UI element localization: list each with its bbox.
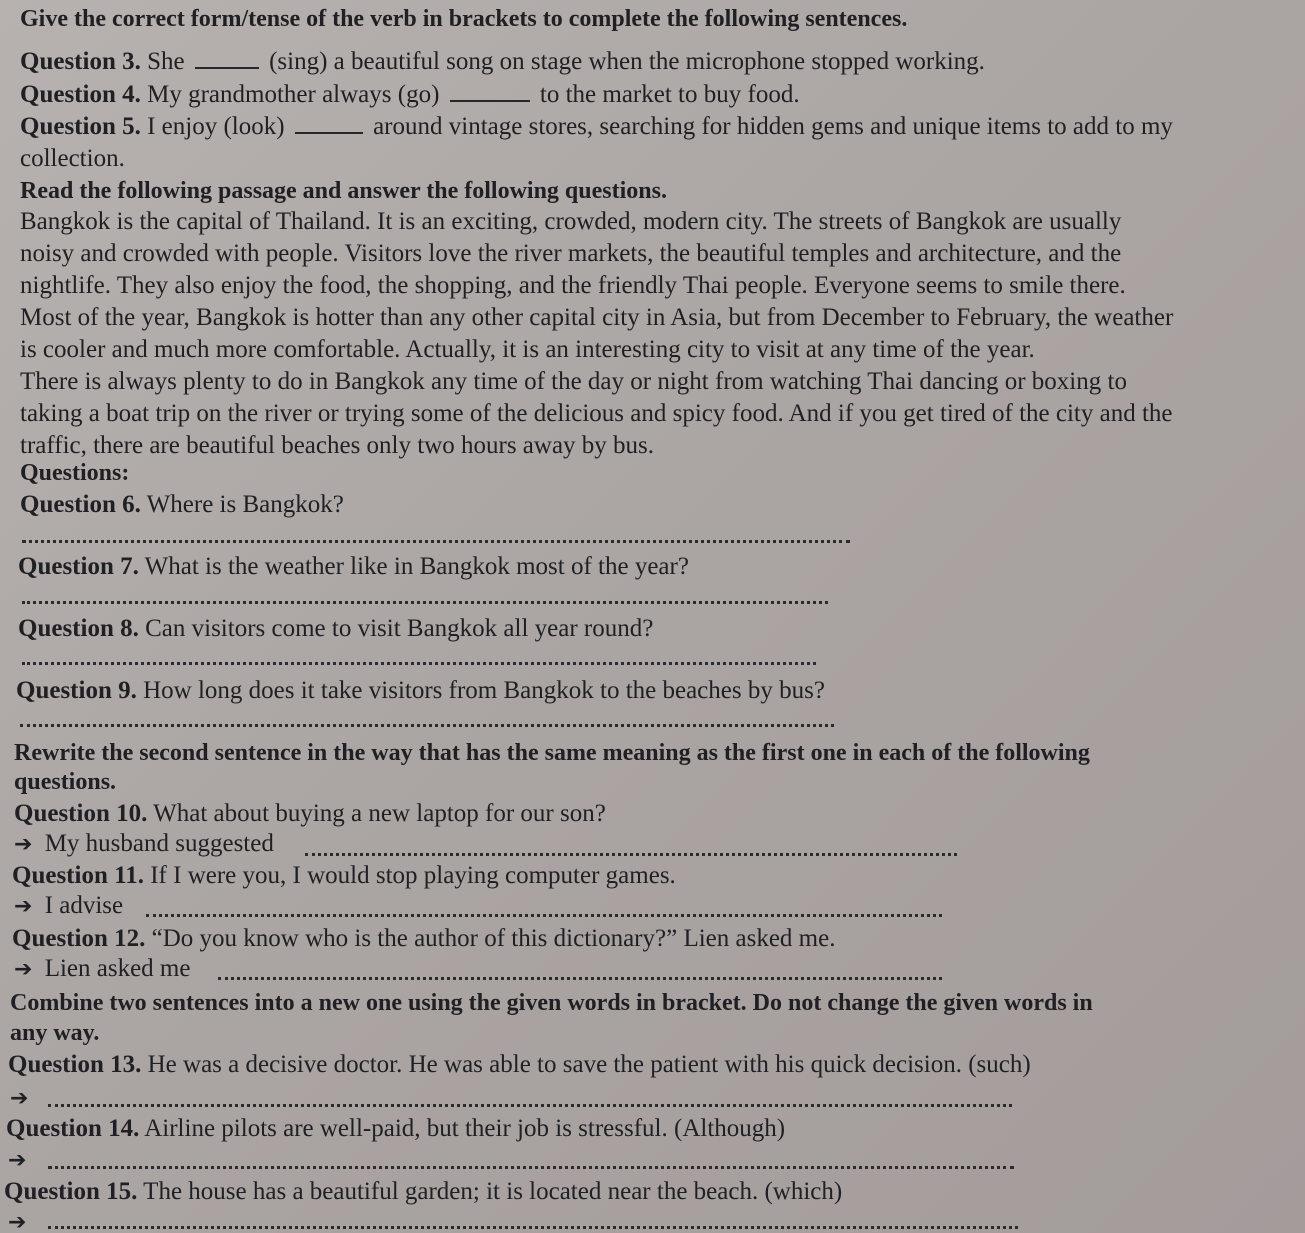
q10-text: What about buying a new laptop for our son? <box>153 800 606 827</box>
q9-number: Question 9. <box>16 677 137 704</box>
q12-answer-start: Lien asked me <box>44 955 191 982</box>
q12-number: Question 12. <box>12 925 146 952</box>
passage-line-5: is cooler and much more comfortable. Actually, it is an interesting city to visit at any time of the year. <box>20 336 1035 363</box>
q7-number: Question 7. <box>18 553 139 580</box>
section4-heading-line1: Combine two sentences into a new one using the given words in bracket. Do not change the given words in <box>10 990 1093 1016</box>
question-4 <box>20 80 800 110</box>
question-10 <box>14 799 606 829</box>
arrow-icon: ➔ <box>10 1086 29 1111</box>
q5-before: I enjoy (look) <box>147 113 285 140</box>
q14-answer-line[interactable] <box>48 1166 1014 1169</box>
q10-answer-row <box>14 829 274 860</box>
section4-heading-line2: any way. <box>10 1020 100 1046</box>
passage-line-7: taking a boat trip on the river or trying some of the delicious and spicy food. And if you get tired of the city and the <box>20 400 1173 427</box>
question-9 <box>16 676 825 706</box>
q4-number: Question 4. <box>20 81 141 108</box>
arrow-icon: ➔ <box>14 957 33 982</box>
arrow-icon: ➔ <box>8 1148 27 1173</box>
q8-text: Can visitors come to visit Bangkok all year round? <box>145 615 654 642</box>
q3-before: She <box>147 48 185 75</box>
q12-answer-line[interactable] <box>218 977 942 980</box>
q12-text: “Do you know who is the author of this dictionary?” Lien asked me. <box>151 925 836 952</box>
passage-line-3: nightlife. They also enjoy the food, the shopping, and the friendly Thai people. Everyone seems to smile there. <box>20 272 1126 299</box>
q12-answer-row <box>14 954 190 985</box>
q11-answer-line[interactable] <box>146 914 942 917</box>
question-3 <box>20 47 985 77</box>
q10-answer-line[interactable] <box>305 853 957 856</box>
q3-after: (sing) a beautiful song on stage when the microphone stopped working. <box>269 48 985 75</box>
q14-answer-row <box>8 1145 32 1176</box>
section1-heading: Give the correct form/tense of the verb in brackets to complete the following sentences. <box>20 6 908 32</box>
q9-answer-line[interactable] <box>20 724 834 727</box>
q11-text: If I were you, I would stop playing computer games. <box>150 862 676 889</box>
q7-answer-line[interactable] <box>22 601 828 604</box>
q11-number: Question 11. <box>12 862 144 889</box>
q14-text: Airline pilots are well-paid, but their job is stressful. (Although) <box>144 1115 786 1142</box>
q15-answer-line[interactable] <box>48 1226 1018 1229</box>
q11-answer-start: I advise <box>44 892 124 919</box>
q6-text: Where is Bangkok? <box>146 491 344 518</box>
q6-answer-line[interactable] <box>22 540 850 543</box>
question-13 <box>8 1050 1031 1080</box>
q10-answer-start: My husband suggested <box>44 830 274 857</box>
section3-heading-line2: questions. <box>14 769 117 795</box>
passage-line-1: Bangkok is the capital of Thailand. It is an exciting, crowded, modern city. The streets of Bangkok are usually <box>20 208 1122 235</box>
q11-answer-row <box>14 891 123 922</box>
q9-text: How long does it take visitors from Bangkok to the beaches by bus? <box>143 677 825 704</box>
q13-answer-line[interactable] <box>48 1104 1012 1107</box>
question-8 <box>18 614 653 644</box>
question-6 <box>20 490 344 520</box>
q13-number: Question 13. <box>8 1051 142 1078</box>
question-11 <box>12 861 676 891</box>
q13-answer-row <box>10 1083 34 1114</box>
question-12 <box>12 924 835 954</box>
q5-continuation: collection. <box>20 145 125 172</box>
q13-text: He was a decisive doctor. He was able to save the patient with his quick decision. (such) <box>147 1051 1031 1078</box>
q10-number: Question 10. <box>14 800 148 827</box>
question-7 <box>18 552 689 582</box>
q15-number: Question 15. <box>4 1178 138 1205</box>
passage-line-6: There is always plenty to do in Bangkok any time of the day or night from watching Thai dancing or boxing to <box>20 368 1127 395</box>
question-14 <box>6 1114 785 1144</box>
q3-blank[interactable] <box>195 47 259 69</box>
q8-answer-line[interactable] <box>22 662 816 665</box>
q5-after: around vintage stores, searching for hidden gems and unique items to add to my <box>373 113 1173 140</box>
q3-number: Question 3. <box>20 48 141 75</box>
question-5 <box>20 112 1173 142</box>
section2-heading: Read the following passage and answer the following questions. <box>20 178 667 204</box>
arrow-icon: ➔ <box>14 894 33 919</box>
q14-number: Question 14. <box>6 1115 140 1142</box>
q4-before: My grandmother always (go) <box>147 81 440 108</box>
q4-blank[interactable] <box>450 80 530 102</box>
questions-label: Questions: <box>20 460 130 486</box>
passage-line-4: Most of the year, Bangkok is hotter than any other capital city in Asia, but from December to February, the weather <box>20 304 1174 331</box>
question-15 <box>4 1177 842 1207</box>
arrow-icon: ➔ <box>14 832 33 857</box>
arrow-icon: ➔ <box>8 1210 27 1233</box>
q6-number: Question 6. <box>20 491 141 518</box>
q5-number: Question 5. <box>20 113 141 140</box>
q15-answer-row <box>8 1207 32 1233</box>
passage-line-2: noisy and crowded with people. Visitors love the river markets, the beautiful temples and architecture, and the <box>20 240 1122 267</box>
q15-text: The house has a beautiful garden; it is located near the beach. (which) <box>143 1178 843 1205</box>
q5-blank[interactable] <box>295 112 363 134</box>
passage-line-8: traffic, there are beautiful beaches only two hours away by bus. <box>20 432 655 459</box>
q8-number: Question 8. <box>18 615 139 642</box>
section3-heading-line1: Rewrite the second sentence in the way that has the same meaning as the first one in each of the following <box>14 740 1090 766</box>
q7-text: What is the weather like in Bangkok most of the year? <box>144 553 689 580</box>
q4-after: to the market to buy food. <box>539 81 800 108</box>
